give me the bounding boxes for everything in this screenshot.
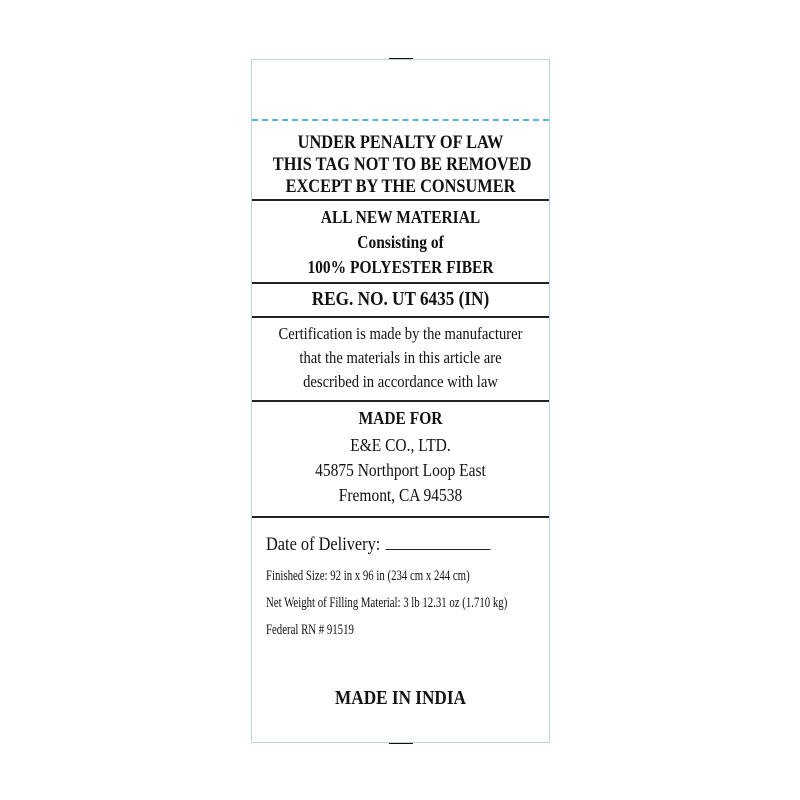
country-of-origin: MADE IN INDIA <box>335 687 466 709</box>
divider <box>252 400 549 402</box>
law-tag <box>251 59 550 743</box>
divider <box>252 516 549 518</box>
warning-line-1: UNDER PENALTY OF LAW <box>297 132 504 153</box>
cut-line <box>252 119 549 121</box>
divider <box>252 316 549 318</box>
delivery-date-row <box>266 534 490 556</box>
company-street: 45875 Northport Loop East <box>315 460 486 480</box>
company-name: E&E CO., LTD. <box>350 435 451 455</box>
warning-line-2: THIS TAG NOT TO BE REMOVED <box>272 154 532 175</box>
federal-rn: Federal RN # 91519 <box>266 622 354 638</box>
made-for-heading: MADE FOR <box>358 408 443 428</box>
delivery-date-label: Date of Delivery: <box>266 534 381 555</box>
delivery-date-blank <box>385 535 490 550</box>
material-line-2: Consisting of <box>357 232 444 252</box>
divider <box>252 199 549 201</box>
certification-line-1: Certification is made by the manufacturer <box>278 324 523 343</box>
divider <box>252 282 549 284</box>
certification-line-2: that the materials in this article are <box>299 348 502 367</box>
registration-number: REG. NO. UT 6435 (IN) <box>311 288 490 310</box>
material-line-3: 100% POLYESTER FIBER <box>307 257 494 277</box>
net-weight: Net Weight of Filling Material: 3 lb 12.31 oz (1.710 kg) <box>266 595 508 611</box>
company-city: Fremont, CA 94538 <box>338 485 463 505</box>
certification-line-3: described in accordance with law <box>303 372 498 391</box>
warning-line-3: EXCEPT BY THE CONSUMER <box>285 176 516 197</box>
finished-size: Finished Size: 92 in x 96 in (234 cm x 244 cm) <box>266 568 470 584</box>
material-line-1: ALL NEW MATERIAL <box>320 207 481 227</box>
